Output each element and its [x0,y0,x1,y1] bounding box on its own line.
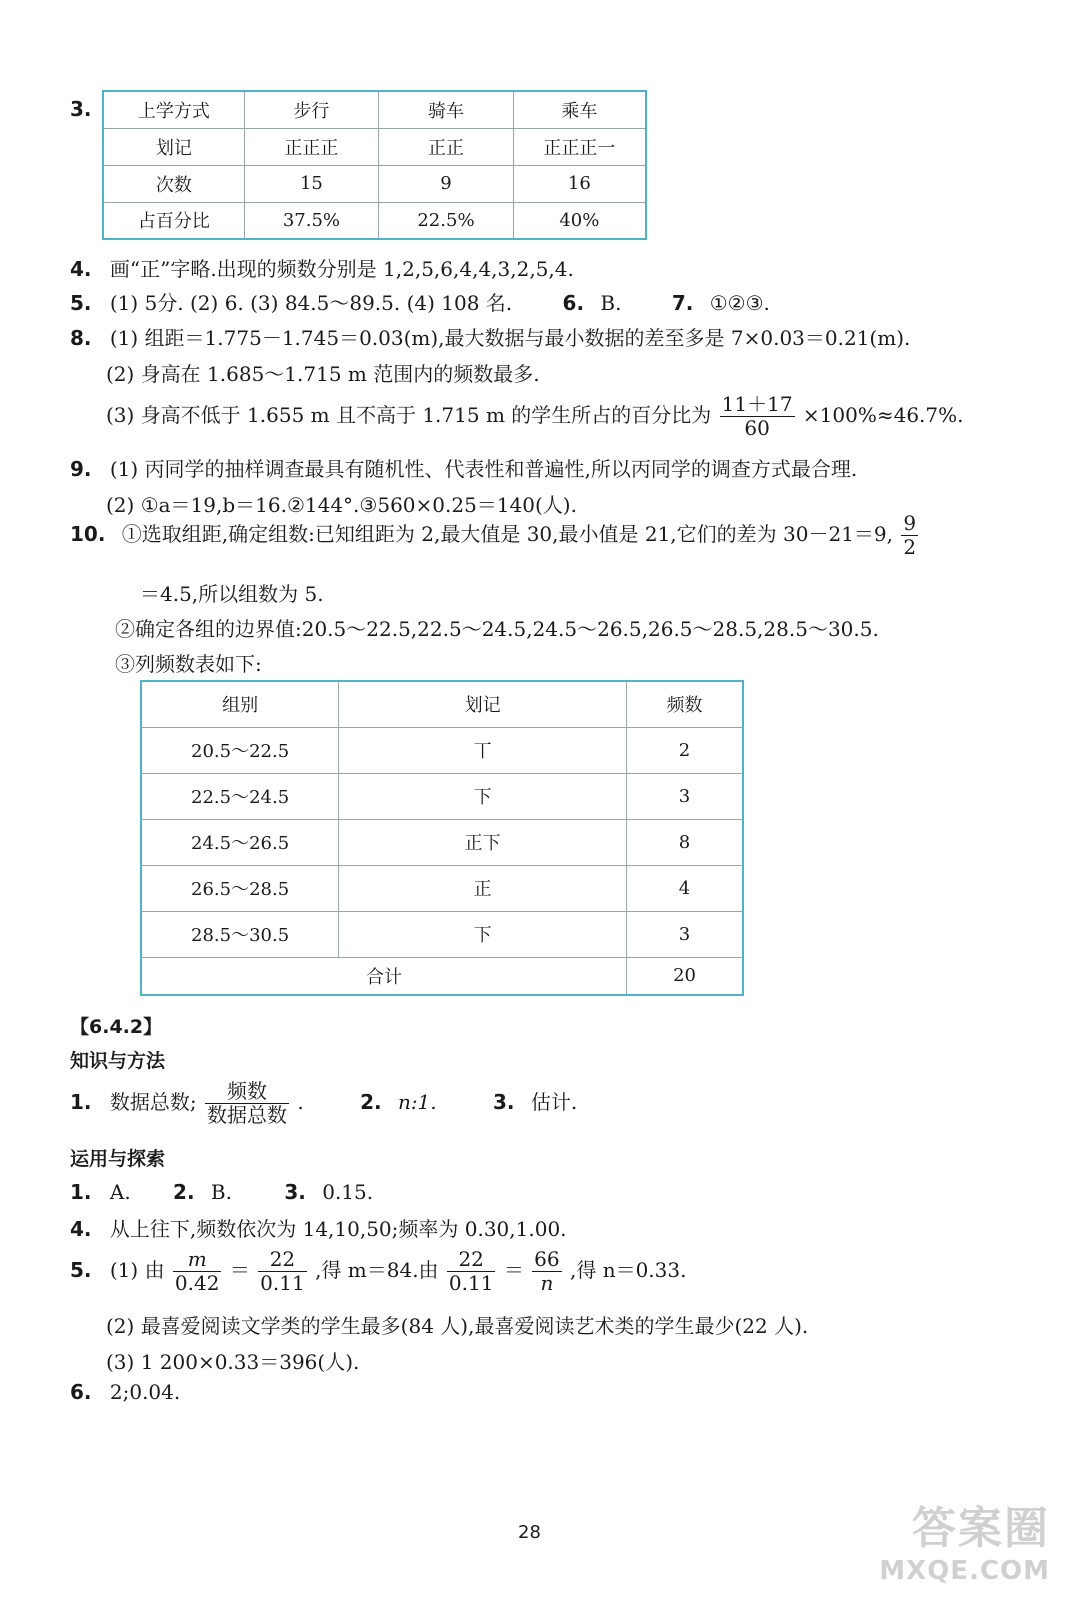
watermark-line-1: 答案圈 [912,1503,1050,1554]
q3-cell: 划记 [103,128,244,165]
a5-fraction-4-denominator: n [540,1271,554,1295]
freq-cell: 3 [627,773,743,819]
q7-text: ①②③. [709,291,770,315]
a2-number: 2. [173,1180,195,1204]
q8-fraction [720,393,795,440]
freq-cell: 正 [339,865,627,911]
q3-header: 乘车 [513,91,646,128]
knowledge-line [70,1080,577,1127]
freq-cell: 正下 [339,819,627,865]
a1-text: A. [109,1180,131,1204]
a5-equals-2: ＝ [503,1258,524,1282]
q3-cell: 次数 [103,165,244,202]
a5-number: 5. [70,1258,92,1282]
q3-cell: 正正正 [244,128,379,165]
freq-cell: 3 [627,911,743,957]
a5-fraction-3-numerator: 22 [447,1248,496,1272]
a5-part-2: (2) 最喜爱阅读文学类的学生最多(84 人),最喜爱阅读艺术类的学生最少(22 人). [106,1314,809,1338]
freq-cell: 2 [627,727,743,773]
a6-text: 2;0.04. [109,1380,181,1404]
k2-text: n:1. [397,1090,437,1114]
k1-fraction-numerator: 频数 [205,1080,289,1104]
q10-part-1b: ＝4.5,所以组数为 5. [140,582,324,606]
a5-fraction-2 [258,1248,307,1295]
section-title: 【6.4.2】 [70,1016,163,1038]
q10-fraction-numerator: 9 [903,511,917,535]
a5-part-1-b: ,得 m＝84.由 [315,1258,439,1282]
frequency-table [140,680,744,996]
freq-total-label: 合计 [141,957,627,995]
q8-line-1 [70,322,910,351]
q9-part-2: (2) ①a＝19,b＝16.②144°.③560×0.25＝140(人). [106,493,577,517]
freq-total-value: 20 [627,957,743,995]
freq-cell: 下 [339,911,627,957]
freq-cell: 丅 [339,727,627,773]
freq-cell: 下 [339,773,627,819]
a5-fraction-1-denominator: 0.42 [174,1271,220,1295]
q3-table [102,90,647,240]
freq-cell: 22.5～24.5 [141,773,339,819]
q3-header: 步行 [244,91,379,128]
section-subtitle-knowledge: 知识与方法 [70,1050,166,1072]
q4-line [70,253,574,282]
freq-cell: 26.5～28.5 [141,865,339,911]
page-number: 28 [518,1522,541,1543]
freq-header: 频数 [627,681,743,727]
q3-cell: 正正 [379,128,514,165]
q4-text: 画“正”字略.出现的频数分别是 1,2,5,6,4,4,3,2,5,4. [109,257,574,281]
a6-number: 6. [70,1380,92,1404]
q3-number: 3. [70,97,92,121]
q8-fraction-numerator: 11＋17 [721,392,793,416]
watermark-line-2: MXQE.COM [879,1556,1050,1586]
freq-cell: 28.5～30.5 [141,911,339,957]
freq-cell: 4 [627,865,743,911]
q3-header: 上学方式 [103,91,244,128]
a5-fraction-4 [532,1248,561,1295]
k1-post: . [297,1090,304,1114]
q5-number: 5. [70,291,92,315]
k1-pre: 数据总数; [109,1090,197,1114]
q8-fraction-denominator: 60 [744,416,770,440]
a5-fraction-1 [173,1248,222,1295]
a5-fraction-3-denominator: 0.11 [448,1271,494,1295]
q10-part-2: ②确定各组的边界值:20.5～22.5,22.5～24.5,24.5～26.5,26.5～28.5,28.5～30.5. [115,617,879,641]
q8-part-1: (1) 组距＝1.775－1.745＝0.03(m),最大数据与最小数据的差至多是 7×0.03＝0.21(m). [109,326,911,350]
q8-line-3 [106,393,964,440]
application-line-5 [70,1248,686,1295]
q10-fraction-denominator: 2 [903,535,917,559]
q7-number: 7. [671,291,694,315]
q3-cell: 15 [244,165,379,202]
q6-number: 6. [562,291,585,315]
watermark-logo [879,1492,1050,1586]
k1-number: 1. [70,1090,92,1114]
freq-header: 划记 [339,681,627,727]
q3-cell: 40% [513,202,646,239]
q10-fraction [901,512,918,559]
a4-number: 4. [70,1217,92,1241]
q3-cell: 正正正一 [513,128,646,165]
q8-part-2: (2) 身高在 1.685～1.715 m 范围内的频数最多. [106,362,540,386]
k2-number: 2. [360,1090,382,1114]
application-line-4 [70,1213,567,1242]
section-subtitle-application: 运用与探索 [70,1148,166,1170]
q10-part-3: ③列频数表如下: [115,652,262,676]
freq-cell: 20.5～22.5 [141,727,339,773]
k3-number: 3. [493,1090,515,1114]
a5-fraction-4-numerator: 66 [534,1247,560,1271]
q8-part-3-post: ×100%≈46.7%. [802,403,964,427]
q9-part-1: (1) 丙同学的抽样调查最具有随机性、代表性和普遍性,所以丙同学的调查方式最合理. [109,457,858,481]
q4-number: 4. [70,257,92,281]
q10-number: 10. [70,522,106,546]
k1-fraction-denominator: 数据总数 [206,1103,287,1127]
q6-text: B. [600,291,622,315]
a4-text: 从上往下,频数依次为 14,10,50;频率为 0.30,1.00. [109,1217,567,1241]
freq-header: 组别 [141,681,339,727]
q3-cell: 37.5% [244,202,379,239]
q9-line-1 [70,453,857,482]
a5-part-3: (3) 1 200×0.33＝396(人). [106,1350,360,1374]
k3-text: 估计. [530,1090,578,1114]
a5-fraction-2-numerator: 22 [258,1248,307,1272]
k1-fraction [205,1080,289,1127]
a5-fraction-3 [447,1248,496,1295]
a2-text: B. [210,1180,232,1204]
q10-line-1 [70,512,920,559]
q3-cell: 占百分比 [103,202,244,239]
q8-part-3-pre: (3) 身高不低于 1.655 m 且不高于 1.715 m 的学生所占的百分比为 [106,403,712,427]
a1-number: 1. [70,1180,92,1204]
a5-part-1-a: (1) 由 [109,1258,165,1282]
a5-part-1-c: ,得 n＝0.33. [569,1258,687,1282]
q3-cell: 9 [379,165,514,202]
q8-number: 8. [70,326,92,350]
q5-line [70,287,770,316]
application-line-6 [70,1380,180,1404]
q3-header: 骑车 [379,91,514,128]
freq-cell: 24.5～26.5 [141,819,339,865]
a5-fraction-1-numerator: m [173,1248,222,1272]
a5-equals-1: ＝ [229,1258,250,1282]
q9-number: 9. [70,457,92,481]
q3-cell: 22.5% [379,202,514,239]
q5-text: (1) 5分. (2) 6. (3) 84.5～89.5. (4) 108 名. [109,291,513,315]
q3-cell: 16 [513,165,646,202]
application-line-1 [70,1180,373,1204]
a3-text: 0.15. [322,1180,374,1204]
a3-number: 3. [284,1180,306,1204]
q10-part-1: ①选取组距,确定组数:已知组距为 2,最大值是 30,最小值是 21,它们的差为 30－21＝9, [121,522,893,546]
a5-fraction-2-denominator: 0.11 [260,1271,305,1295]
freq-cell: 8 [627,819,743,865]
